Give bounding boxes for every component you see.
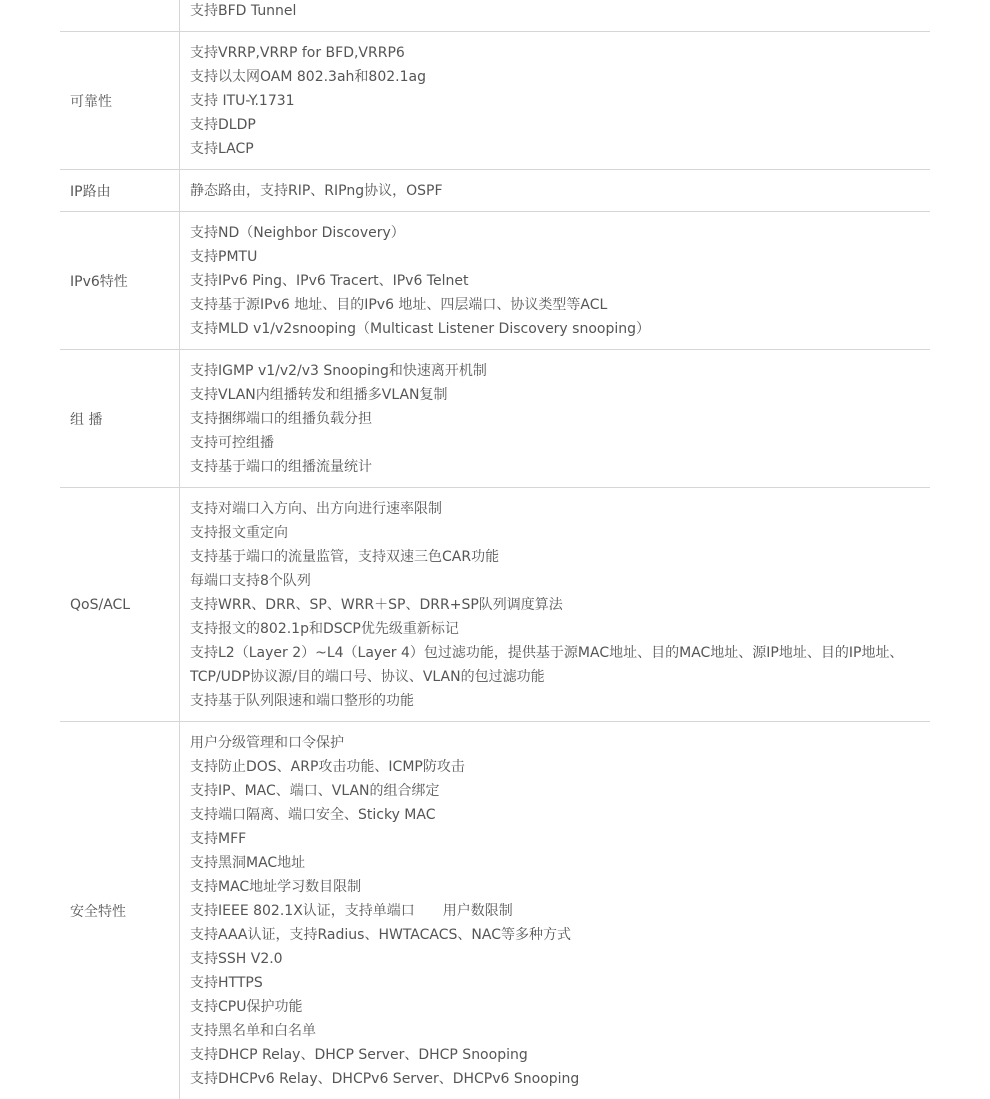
spec-item-line: 每端口支持8个队列: [190, 569, 930, 593]
spec-item-line: 支持以太网OAM 802.3ah和802.1ag: [190, 65, 930, 89]
spec-item-line: 支持VLAN内组播转发和组播多VLAN复制: [190, 383, 930, 407]
spec-value-cell: [180, 488, 931, 722]
spec-item-line: 支持捆绑端口的组播负载分担: [190, 407, 930, 431]
spec-item-line: 支持SSH V2.0: [190, 947, 930, 971]
spec-value-cell: [180, 212, 931, 350]
spec-row: [60, 0, 930, 32]
spec-item-line: 支持DHCP Relay、DHCP Server、DHCP Snooping: [190, 1043, 930, 1067]
spec-item-line: 支持可控组播: [190, 431, 930, 455]
spec-value-cell: [180, 350, 931, 488]
spec-item-line: 用户分级管理和口令保护: [190, 731, 930, 755]
spec-table-body: [60, 0, 930, 1099]
spec-category-label: IP路由: [60, 170, 180, 212]
spec-item-line: 支持ND（Neighbor Discovery）: [190, 221, 930, 245]
spec-item-line: 支持HTTPS: [190, 971, 930, 995]
spec-item-line: 支持对端口入方向、出方向进行速率限制: [190, 497, 930, 521]
spec-category-label: 可靠性: [60, 32, 180, 170]
spec-item-line: 支持PMTU: [190, 245, 930, 269]
spec-item-line: 支持IEEE 802.1X认证，支持单端口 用户数限制: [190, 899, 930, 923]
spec-item-line: 支持DHCPv6 Relay、DHCPv6 Server、DHCPv6 Snooping: [190, 1067, 930, 1091]
spec-item-line: 支持基于端口的流量监管，支持双速三色CAR功能: [190, 545, 930, 569]
spec-item-line: 支持BFD Tunnel: [190, 0, 930, 23]
spec-row: [60, 488, 930, 722]
spec-item-line: 支持VRRP,VRRP for BFD,VRRP6: [190, 41, 930, 65]
spec-item-line: 支持黑名单和白名单: [190, 1019, 930, 1043]
spec-value-cell: [180, 32, 931, 170]
spec-item-line: TCP/UDP协议源/目的端口号、协议、VLAN的包过滤功能: [190, 665, 930, 689]
spec-item-line: 支持黑洞MAC地址: [190, 851, 930, 875]
spec-item-line: 支持DLDP: [190, 113, 930, 137]
spec-item-line: 支持基于端口的组播流量统计: [190, 455, 930, 479]
spec-item-line: 支持L2（Layer 2）~L4（Layer 4）包过滤功能，提供基于源MAC地址、目的MAC地址、源IP地址、目的IP地址、: [190, 641, 930, 665]
spec-row: [60, 32, 930, 170]
spec-item-line: 支持WRR、DRR、SP、WRR＋SP、DRR+SP队列调度算法: [190, 593, 930, 617]
spec-row: [60, 170, 930, 212]
spec-item-line: 支持基于队列限速和端口整形的功能: [190, 689, 930, 713]
spec-row: [60, 212, 930, 350]
spec-item-line: 支持AAA认证，支持Radius、HWTACACS、NAC等多种方式: [190, 923, 930, 947]
spec-category-label: IPv6特性: [60, 212, 180, 350]
spec-item-line: 支持IP、MAC、端口、VLAN的组合绑定: [190, 779, 930, 803]
spec-category-label: 安全特性: [60, 722, 180, 1099]
spec-row: [60, 722, 930, 1099]
spec-item-line: 支持IGMP v1/v2/v3 Snooping和快速离开机制: [190, 359, 930, 383]
spec-item-line: 支持报文重定向: [190, 521, 930, 545]
spec-row: [60, 350, 930, 488]
spec-value-cell: [180, 722, 931, 1099]
spec-category-label: QoS/ACL: [60, 488, 180, 722]
spec-value-cell: [180, 170, 931, 212]
spec-item-line: 支持MLD v1/v2snooping（Multicast Listener Discovery snooping）: [190, 317, 930, 341]
spec-value-cell: [180, 0, 931, 32]
spec-category-label: 组 播: [60, 350, 180, 488]
spec-item-line: 支持MFF: [190, 827, 930, 851]
spec-item-line: 支持CPU保护功能: [190, 995, 930, 1019]
spec-item-line: 支持报文的802.1p和DSCP优先级重新标记: [190, 617, 930, 641]
spec-item-line: 支持 ITU-Y.1731: [190, 89, 930, 113]
spec-item-line: 静态路由，支持RIP、RIPng协议，OSPF: [190, 179, 930, 203]
spec-table: [60, 0, 930, 1099]
spec-item-line: 支持LACP: [190, 137, 930, 161]
spec-category-label: [60, 0, 180, 32]
spec-item-line: 支持IPv6 Ping、IPv6 Tracert、IPv6 Telnet: [190, 269, 930, 293]
spec-item-line: 支持防止DOS、ARP攻击功能、ICMP防攻击: [190, 755, 930, 779]
spec-item-line: 支持MAC地址学习数目限制: [190, 875, 930, 899]
spec-item-line: 支持端口隔离、端口安全、Sticky MAC: [190, 803, 930, 827]
spec-item-line: 支持基于源IPv6 地址、目的IPv6 地址、四层端口、协议类型等ACL: [190, 293, 930, 317]
